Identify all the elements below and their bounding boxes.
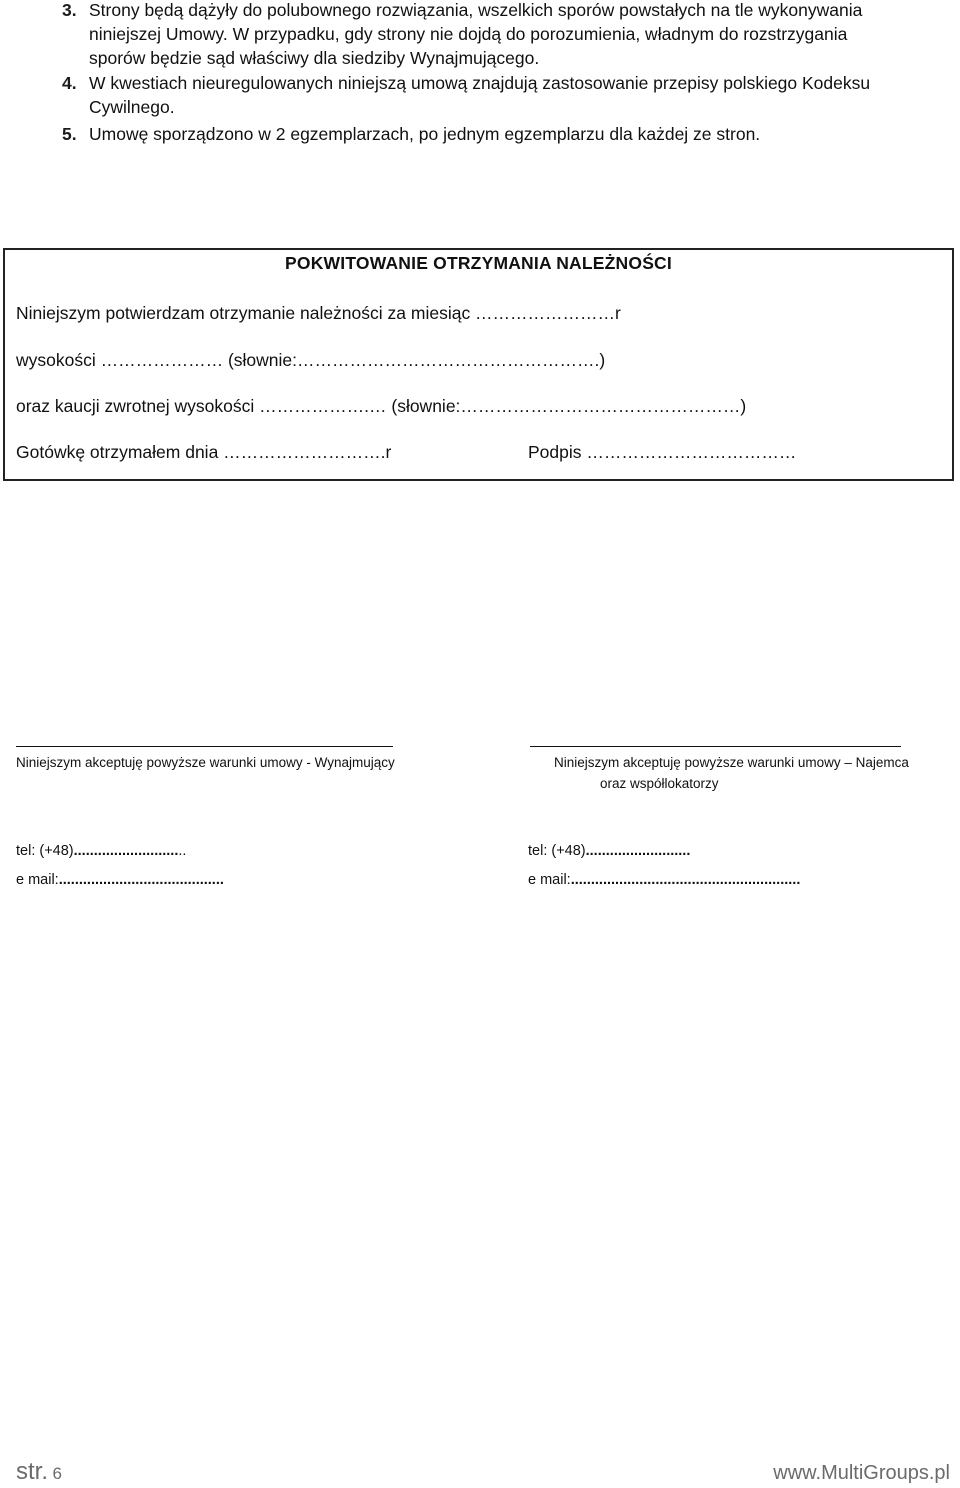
page-prefix: str. bbox=[16, 1458, 49, 1485]
clause-text-line: W kwestiach nieuregulowanych niniejszą umową znajdują zastosowanie przepisy polskiego Kodeksu bbox=[89, 73, 871, 93]
clause-number: 3. bbox=[62, 0, 77, 20]
clause-text-line: Umowę sporządzono w 2 egzemplarzach, po jednym egzemplarzu dla każdej ze stron. bbox=[89, 124, 761, 144]
landlord-signature-line bbox=[16, 746, 393, 747]
receipt-amount-line: wysokości ………………… (słownie:…………………………………………….) bbox=[16, 350, 606, 370]
clause-3 bbox=[62, 0, 942, 70]
landlord-email bbox=[16, 872, 224, 888]
clause-text-line: sporów będzie sąd właściwy dla siedziby Wynajmującego. bbox=[89, 48, 540, 68]
phone-value: .......................... bbox=[73, 843, 179, 859]
phone-value: .......................... bbox=[585, 843, 691, 859]
payment-receipt-box bbox=[3, 248, 954, 481]
email-value: ......................................... bbox=[58, 872, 224, 888]
tenant-signature-caption: Niniejszym akceptuję powyższe warunki umowy – Najemca bbox=[554, 755, 909, 770]
receipt-title: POKWITOWANIE OTRZYMANIA NALEŻNOŚCI bbox=[285, 253, 672, 273]
page-number-value: 6 bbox=[52, 1464, 62, 1483]
phone-label: tel: (+48) bbox=[528, 843, 586, 859]
email-label: e mail: bbox=[16, 872, 59, 888]
receipt-deposit-line: oraz kaucji zwrotnej wysokości ……………….… (słownie:…………………………………………) bbox=[16, 396, 747, 416]
tenant-signature-caption-continued: oraz współlokatorzy bbox=[600, 776, 719, 791]
clause-5 bbox=[62, 122, 942, 146]
receipt-signature-line: Podpis ……………………………… bbox=[528, 442, 797, 462]
clause-text-line: Cywilnego. bbox=[89, 97, 175, 117]
tenant-phone bbox=[528, 843, 690, 859]
clause-text-line: niniejszej Umowy. W przypadku, gdy strony nie dojdą do porozumienia, władnym do rozstrzygania bbox=[89, 24, 848, 44]
clause-text-line: Strony będą dążyły do polubownego rozwiązania, wszelkich sporów powstałych na tle wykonywania bbox=[89, 0, 863, 20]
receipt-month-line: Niniejszym potwierdzam otrzymanie należności za miesiąc ……………………r bbox=[16, 303, 621, 323]
receipt-date-line: Gotówkę otrzymałem dnia ……………………….r bbox=[16, 442, 392, 462]
email-label: e mail: bbox=[528, 872, 571, 888]
page-number bbox=[16, 1458, 62, 1486]
footer-website: www.MultiGroups.pl bbox=[773, 1462, 950, 1484]
tenant-email bbox=[528, 872, 800, 888]
landlord-phone bbox=[16, 843, 186, 859]
phone-tail: .. bbox=[178, 843, 187, 859]
clause-number: 5. bbox=[62, 124, 77, 144]
tenant-signature-line bbox=[530, 746, 901, 747]
clause-4 bbox=[62, 71, 942, 119]
phone-label: tel: (+48) bbox=[16, 843, 74, 859]
landlord-signature-caption: Niniejszym akceptuję powyższe warunki umowy - Wynajmujący bbox=[16, 755, 395, 770]
email-value: ......................................................... bbox=[570, 872, 801, 888]
clause-number: 4. bbox=[62, 73, 77, 93]
